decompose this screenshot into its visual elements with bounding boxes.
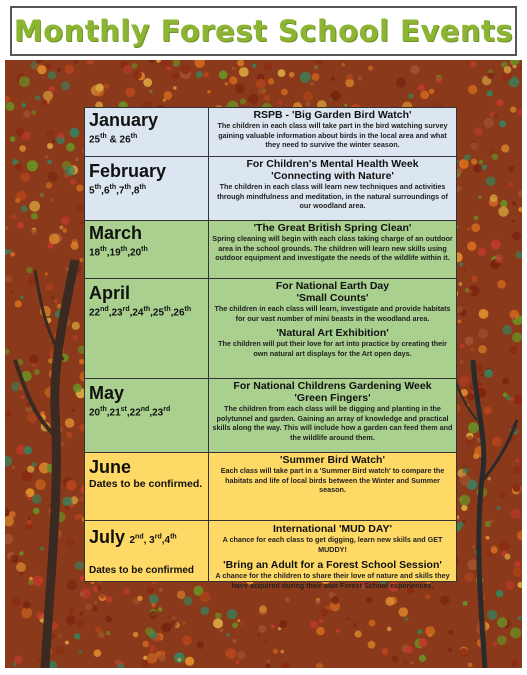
event-cell xyxy=(209,379,456,452)
event-description: The children in each class will take part in the bird watching survey gaining valuable information about birds in the local area and what they need to survive the winter season. xyxy=(217,121,448,150)
month-line xyxy=(89,527,204,548)
event-heading: For Children's Mental Health Week xyxy=(246,158,419,170)
month-dates: 25th & 26th xyxy=(89,133,138,146)
month-cell xyxy=(85,521,209,581)
table-row-february xyxy=(85,157,456,221)
title-banner xyxy=(10,6,517,56)
event-cell xyxy=(209,521,456,590)
event-cell xyxy=(209,221,456,278)
month-name: January xyxy=(89,110,159,130)
month-name: February xyxy=(89,161,167,181)
event-cell xyxy=(209,279,456,378)
month-cell xyxy=(85,279,209,378)
event-subheading: 'Green Fingers' xyxy=(294,392,371,404)
event-subheading: 'Connecting with Nature' xyxy=(271,170,394,182)
event-heading: 'Summer Bird Watch' xyxy=(280,454,385,466)
event-heading: International 'MUD DAY' xyxy=(273,523,392,535)
page-title: Monthly Forest School Events xyxy=(13,14,514,48)
event-description-2: The children will put their love for art into practice by creating their own natural art displays for the Art open days. xyxy=(218,339,447,358)
table-row-march xyxy=(85,221,456,279)
month-name: April xyxy=(89,283,131,303)
event-description: A chance for each class to get digging, learn new skills and GET MUDDY! xyxy=(222,535,443,554)
event-heading: 'The Great British Spring Clean' xyxy=(253,222,412,234)
event-description: The children in each class will learn new techniques and activities through mindfulness and meditation, in the natural surroundings of our woodland area. xyxy=(217,182,448,211)
month-name: July xyxy=(89,527,126,547)
month-dates: 22nd,23rd,24th,25th,26th xyxy=(89,306,192,319)
month-name: June xyxy=(89,457,132,477)
month-dates: 18th,19th,20th xyxy=(89,246,148,259)
event-heading: RSPB - 'Big Garden Bird Watch' xyxy=(253,109,412,121)
month-cell xyxy=(85,379,209,452)
table-row-may xyxy=(85,379,456,453)
event-heading: For National Childrens Gardening Week xyxy=(233,380,432,392)
event-heading-2: 'Natural Art Exhibition' xyxy=(276,327,389,340)
month-dates: 2nd, 3rd,4th xyxy=(129,533,177,546)
event-subheading: 'Small Counts' xyxy=(296,292,369,304)
table-row-april xyxy=(85,279,456,379)
table-row-june xyxy=(85,453,456,521)
month-name: May xyxy=(89,383,125,403)
event-cell xyxy=(209,453,456,520)
event-cell xyxy=(209,108,456,156)
month-name: March xyxy=(89,223,143,243)
event-heading-2: 'Bring an Adult for a Forest School Session' xyxy=(223,559,442,572)
month-cell xyxy=(85,108,209,156)
table-row-july xyxy=(85,521,456,590)
table-row-january xyxy=(85,108,456,157)
event-description: The children from each class will be digging and planting in the polytunnel and garden. Gaining an array of knowledge and practical skills along the way. This will include how a garden can feed them and the wildlife around them. xyxy=(212,404,453,442)
month-cell xyxy=(85,157,209,220)
month-cell xyxy=(85,221,209,278)
month-dates: 5th,6th,7th,8th xyxy=(89,184,147,197)
event-description: The children in each class will learn, investigate and provide habitats for our vast number of mini beasts in the woodland area. xyxy=(214,304,451,323)
month-dates-extra: Dates to be confirmed xyxy=(89,565,195,576)
event-description-2: A chance for the children to share their love of nature and skills they have acquired during their own Forest School experiences. xyxy=(215,571,450,590)
events-table xyxy=(84,107,457,590)
event-description: Spring cleaning will begin with each class taking charge of an outdoor area in the school grounds. The children will learn new skills using outdoor equipment and investigate the needs of the wildlife within it. xyxy=(212,234,453,263)
month-dates: Dates to be confirmed. xyxy=(89,478,203,490)
event-description: Each class will take part in a 'Summer Bird watch' to compare the habitats and life of local birds between the Winter and Summer season. xyxy=(220,466,445,495)
month-dates: 20th,21st,22nd,23rd xyxy=(89,406,171,419)
event-heading: For National Earth Day xyxy=(275,280,390,292)
event-cell xyxy=(209,157,456,220)
month-cell xyxy=(85,453,209,520)
